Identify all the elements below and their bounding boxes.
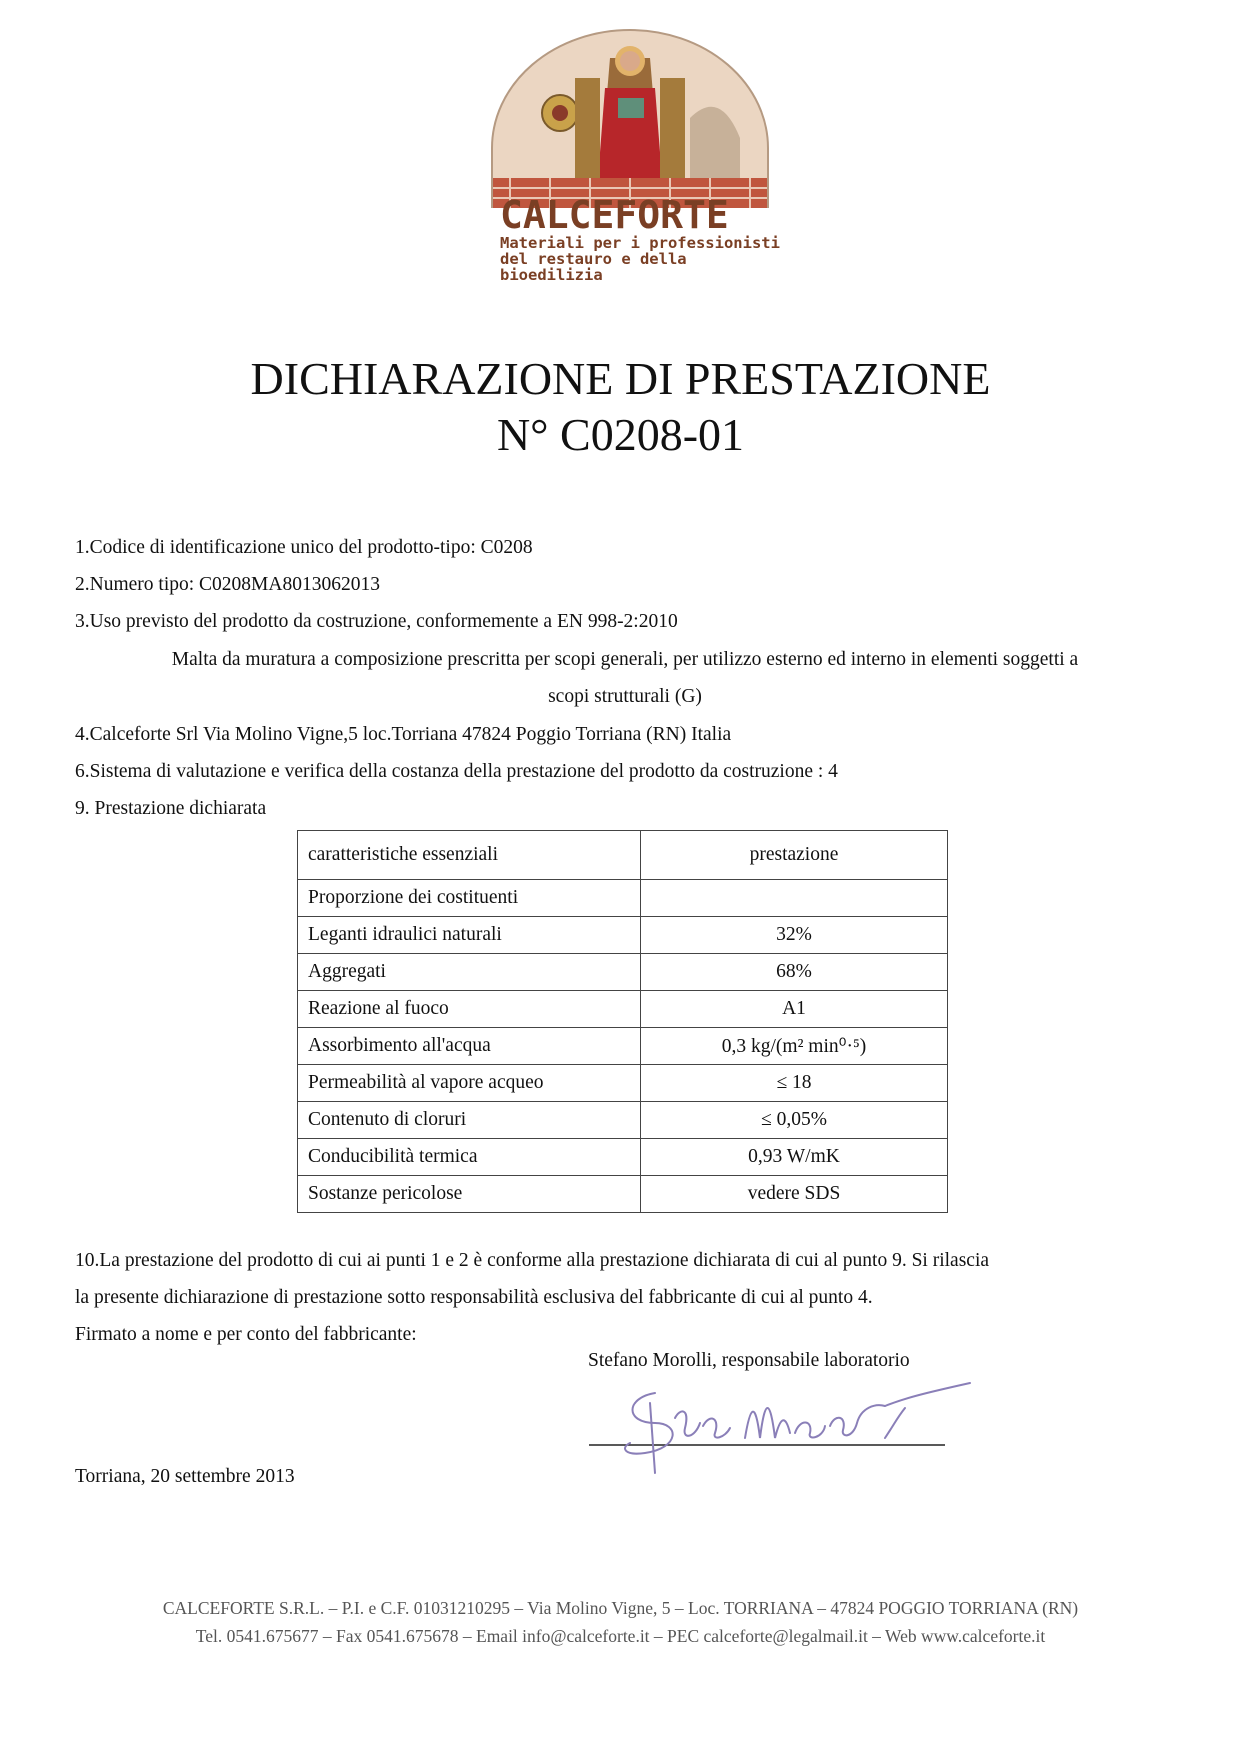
brand-tagline-line-1: Materiali per i professionisti	[500, 234, 780, 252]
signatory-name: Stefano Morolli, responsabile laboratorio	[588, 1350, 910, 1371]
place-and-date: Torriana, 20 settembre 2013	[75, 1466, 295, 1487]
table-row	[298, 880, 948, 917]
table-header-cell: caratteristiche essenziali	[298, 831, 641, 880]
table-row	[298, 1028, 948, 1065]
item-10-line-1: 10.La prestazione del prodotto di cui ai punti 1 e 2 è conforme alla prestazione dichiarata di cui al punto 9. Si rilascia	[75, 1250, 990, 1271]
brand-name: CALCEFORTE	[500, 193, 729, 237]
characteristic-cell: Assorbimento all'acqua	[298, 1028, 641, 1065]
table-row	[298, 1176, 948, 1213]
table-row	[298, 1139, 948, 1176]
table-row	[298, 954, 948, 991]
document-title: DICHIARAZIONE DI PRESTAZIONE	[250, 353, 991, 404]
table-header-cell: prestazione	[641, 831, 948, 880]
characteristic-cell: Permeabilità al vapore acqueo	[298, 1065, 641, 1102]
signature-image	[585, 1378, 985, 1478]
performance-cell: 0,93 W/mK	[641, 1139, 948, 1176]
performance-table	[297, 830, 948, 1213]
item-9: 9. Prestazione dichiarata	[75, 798, 267, 819]
characteristic-cell: Sostanze pericolose	[298, 1176, 641, 1213]
item-2: 2.Numero tipo: C0208MA8013062013	[75, 574, 380, 595]
signed-for-label: Firmato a nome e per conto del fabbricante:	[75, 1324, 417, 1345]
item-3: 3.Uso previsto del prodotto da costruzione, conformemente a EN 998-2:2010	[75, 611, 678, 632]
footer-company-line: CALCEFORTE S.R.L. – P.I. e C.F. 01031210295 – Via Molino Vigne, 5 – Loc. TORRIANA – 47824 POGGIO TORRIANA (RN)	[162, 1598, 1079, 1618]
table-row	[298, 991, 948, 1028]
characteristic-cell: Leganti idraulici naturali	[298, 917, 641, 954]
footer-contact-line: Tel. 0541.675677 – Fax 0541.675678 – Email info@calceforte.it – PEC calceforte@legalmail.it – Web www.calceforte.it	[195, 1626, 1046, 1646]
performance-cell: 68%	[641, 954, 948, 991]
item-10-line-2: la presente dichiarazione di prestazione sotto responsabilità esclusiva del fabbricante di cui al punto 4.	[75, 1287, 873, 1308]
item-6: 6.Sistema di valutazione e verifica della costanza della prestazione del prodotto da costruzione : 4	[75, 761, 838, 782]
brand-tagline-line-2: del restauro e della bioedilizia	[500, 250, 687, 284]
characteristic-cell: Contenuto di cloruri	[298, 1102, 641, 1139]
characteristic-cell: Aggregati	[298, 954, 641, 991]
characteristic-cell: Conducibilità termica	[298, 1139, 641, 1176]
brand-tagline	[500, 235, 790, 283]
performance-cell: A1	[641, 991, 948, 1028]
table-row	[298, 1102, 948, 1139]
characteristic-cell: Proporzione dei costituenti	[298, 880, 641, 917]
item-4: 4.Calceforte Srl Via Molino Vigne,5 loc.Torriana 47824 Poggio Torriana (RN) Italia	[75, 724, 732, 745]
performance-cell: ≤ 0,05%	[641, 1102, 948, 1139]
document-number: N° C0208-01	[496, 409, 745, 460]
performance-cell: 32%	[641, 917, 948, 954]
item-3-description-1: Malta da muratura a composizione prescritta per scopi generali, per utilizzo esterno ed interno in elementi soggetti a	[171, 649, 1079, 670]
table-header-row	[298, 831, 948, 880]
characteristic-cell: Reazione al fuoco	[298, 991, 641, 1028]
performance-cell: ≤ 18	[641, 1065, 948, 1102]
performance-cell: 0,3 kg/(m² min⁰·⁵)	[641, 1028, 948, 1065]
table-row	[298, 1065, 948, 1102]
table-row	[298, 917, 948, 954]
performance-cell: vedere SDS	[641, 1176, 948, 1213]
item-3-description-2: scopi strutturali (G)	[548, 686, 702, 707]
item-1: 1.Codice di identificazione unico del prodotto-tipo: C0208	[75, 537, 533, 558]
performance-cell	[641, 880, 948, 917]
